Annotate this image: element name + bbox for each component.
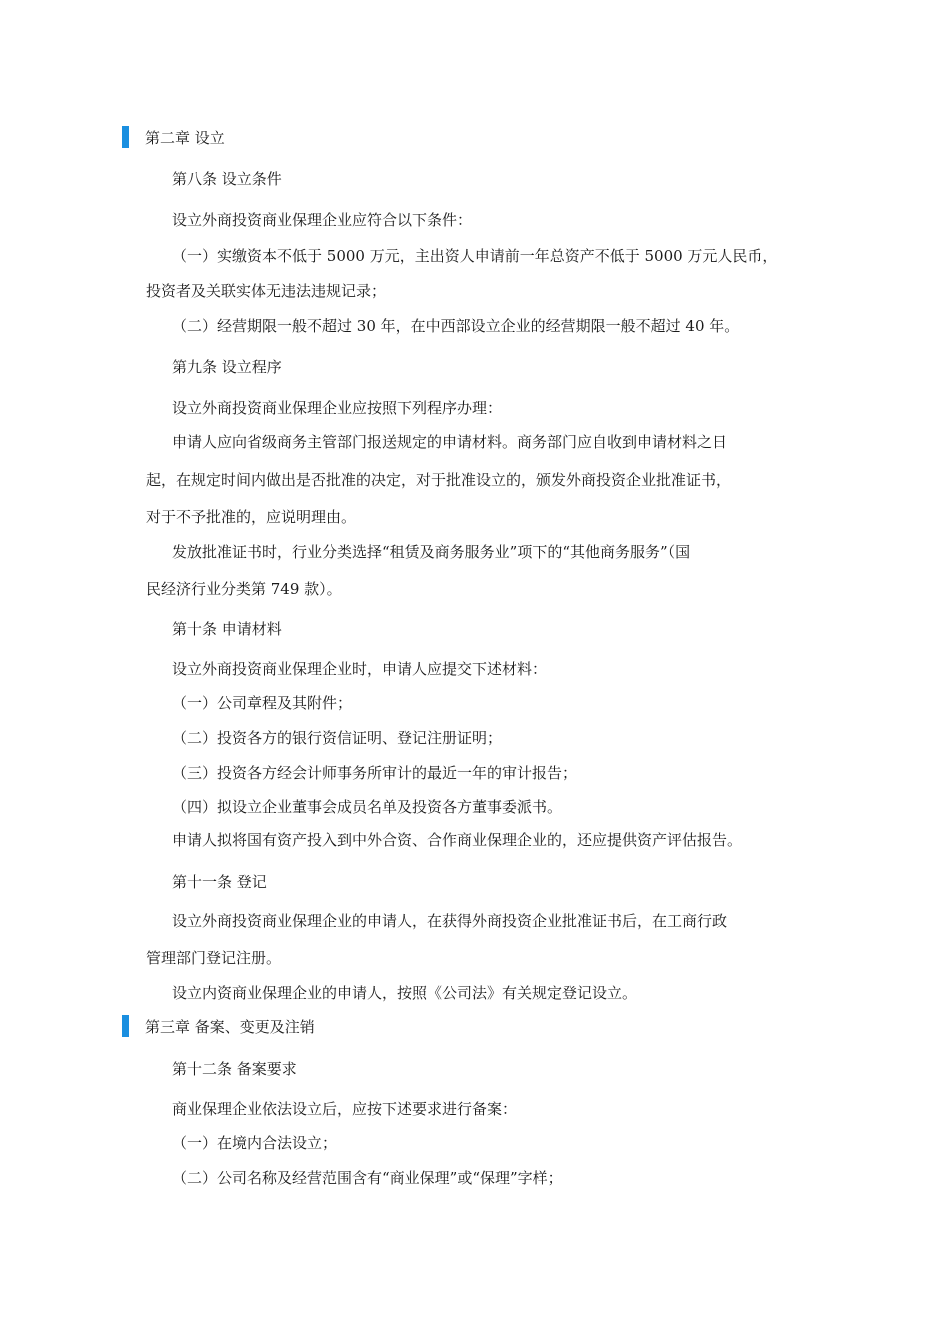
- text-line: 申请人拟将国有资产投入到中外合资、合作商业保理企业的，还应提供资产评估报告。: [172, 831, 743, 849]
- chapter-heading: [122, 126, 810, 150]
- text-line: （二）公司名称及经营范围含有“商业保理”或“保理”字样；: [172, 1169, 563, 1187]
- chapter-title: 第二章 设立: [145, 129, 225, 147]
- text-line: 第八条 设立条件: [172, 170, 282, 188]
- text-line: 设立外商投资商业保理企业应按照下列程序办理：: [172, 399, 503, 417]
- text-line: 设立外商投资商业保理企业的申请人，在获得外商投资企业批准证书后，在工商行政: [172, 912, 728, 930]
- text-line: 投资者及关联实体无违法违规记录；: [146, 282, 387, 300]
- chapter-heading: [122, 1015, 810, 1039]
- text-line: （二）投资各方的银行资信证明、登记注册证明；: [172, 729, 503, 747]
- text-line: 管理部门登记注册。: [146, 949, 282, 967]
- text-line: 第九条 设立程序: [172, 358, 282, 376]
- text-line: 第十一条 登记: [172, 873, 267, 891]
- chapter-title: 第三章 备案、变更及注销: [145, 1018, 315, 1036]
- text-line: 发放批准证书时，行业分类选择“租赁及商务服务业”项下的“其他商务服务”（国: [172, 543, 691, 561]
- text-line: （一）在境内合法设立；: [172, 1134, 338, 1152]
- text-line: 申请人应向省级商务主管部门报送规定的申请材料。商务部门应自收到申请材料之日: [172, 433, 728, 451]
- text-line: 设立外商投资商业保理企业应符合以下条件：: [172, 211, 473, 229]
- text-line: （一）实缴资本不低于 5000 万元，主出资人申请前一年总资产不低于 5000 万元人民币，: [172, 247, 778, 265]
- text-line: 商业保理企业依法设立后，应按下述要求进行备案：: [172, 1100, 518, 1118]
- text-line: 民经济行业分类第 749 款）。: [146, 580, 342, 598]
- text-line: （三）投资各方经会计师事务所审计的最近一年的审计报告；: [172, 764, 578, 782]
- text-line: 起，在规定时间内做出是否批准的决定，对于批准设立的，颁发外商投资企业批准证书，: [146, 471, 732, 489]
- text-line: （一）公司章程及其附件；: [172, 694, 353, 712]
- text-line: （二）经营期限一般不超过 30 年，在中西部设立企业的经营期限一般不超过 40 年。: [172, 317, 740, 335]
- text-line: 设立外商投资商业保理企业时，申请人应提交下述材料：: [172, 660, 548, 678]
- chapter-marker-bar: [122, 126, 129, 148]
- text-line: 对于不予批准的，应说明理由。: [146, 508, 357, 526]
- text-line: 第十条 申请材料: [172, 620, 282, 638]
- chapter-marker-bar: [122, 1015, 129, 1037]
- text-line: 第十二条 备案要求: [172, 1060, 297, 1078]
- text-line: （四）拟设立企业董事会成员名单及投资各方董事委派书。: [172, 798, 563, 816]
- text-line: 设立内资商业保理企业的申请人，按照《公司法》有关规定登记设立。: [172, 984, 638, 1002]
